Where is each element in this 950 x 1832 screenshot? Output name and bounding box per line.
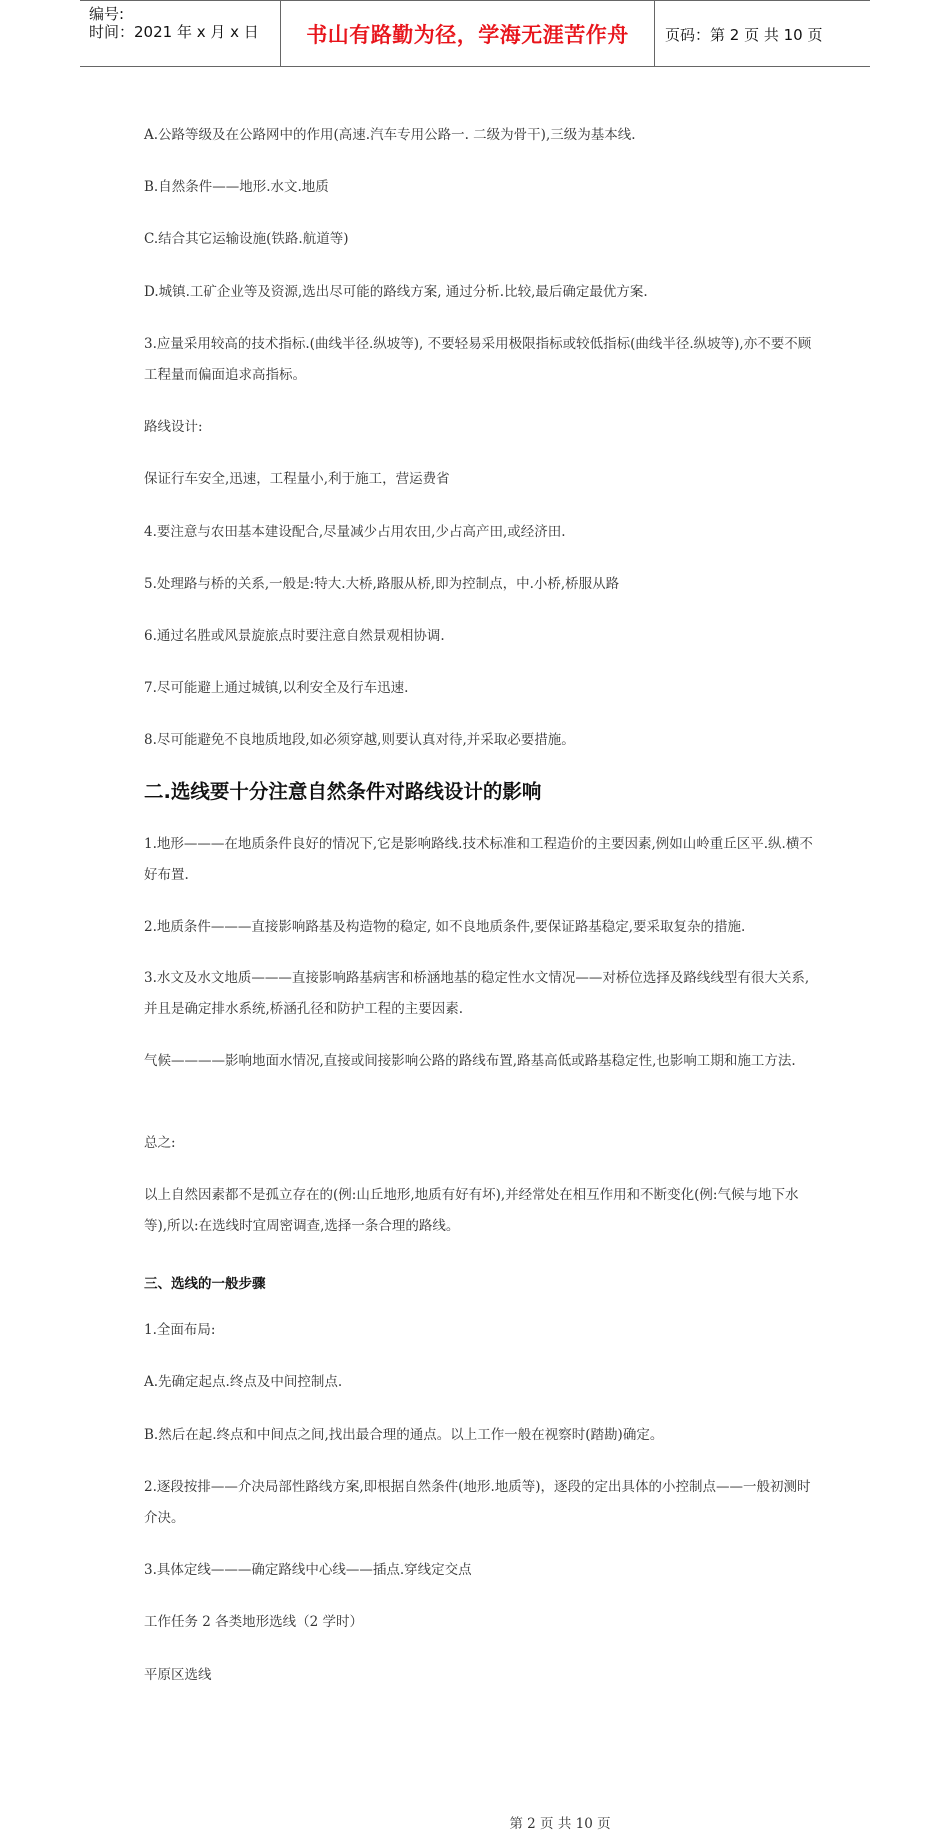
page-header — [80, 0, 870, 67]
paragraph: 6.通过名胜或风景旋旅点时要注意自然景观相协调. — [144, 628, 445, 644]
paragraph: 3.具体定线———确定路线中心线——插点.穿线定交点 — [144, 1562, 472, 1578]
paragraph: C.结合其它运输设施(铁路.航道等) — [144, 231, 349, 247]
paragraph: 以上自然因素都不是孤立存在的(例:山丘地形,地质有好有坏),并经常处在相互作用和不断变化(例:气候与地下水等),所以:在选线时宜周密调查,选择一条合理的路线。 — [144, 1187, 799, 1234]
header-time-label: 时间：2021 年 x 月 x 日 — [89, 23, 259, 41]
header-page-label: 页码：第 2 页 共 10 页 — [665, 25, 823, 44]
paragraph: 保证行车安全,迅速，工程量小,利于施工，营运费省 — [144, 471, 450, 487]
paragraph: 气候————影响地面水情况,直接或间接影响公路的路线布置,路基高低或路基稳定性,也影响工期和施工方法. — [144, 1053, 796, 1069]
header-meta — [80, 1, 280, 67]
paragraph: 8.尽可能避免不良地质地段,如必须穿越,则要认真对待,并采取必要措施。 — [144, 732, 575, 748]
header-page-cell — [655, 1, 870, 67]
paragraph: 1.地形———在地质条件良好的情况下,它是影响路线.技术标准和工程造价的主要因素,例如山岭重丘区平.纵.横不好布置. — [144, 836, 813, 883]
section-heading: 二.选线要十分注意自然条件对路线设计的影响 — [144, 780, 542, 803]
paragraph: 7.尽可能避上通过城镇,以利安全及行车迅速. — [144, 680, 409, 696]
header-number-label: 编号: — [89, 5, 125, 23]
paragraph: 3.应量采用较高的技术指标.(曲线半径.纵坡等), 不要轻易采用极限指标或较低指标(曲线半径.纵坡等),亦不要不顾工程量而偏面追求高指标。 — [144, 336, 812, 383]
paragraph: A.先确定起点.终点及中间控制点. — [144, 1374, 343, 1390]
paragraph: 2.地质条件———直接影响路基及构造物的稳定, 如不良地质条件,要保证路基稳定,要采取复杂的措施. — [144, 919, 746, 935]
paragraph: 3.水文及水文地质———直接影响路基病害和桥涵地基的稳定性水文情况——对桥位选择及路线线型有很大关系,并且是确定排水系统,桥涵孔径和防护工程的主要因素. — [144, 970, 810, 1017]
subsection-heading: 三、选线的一般步骤 — [144, 1276, 266, 1292]
header-motto-cell — [280, 1, 655, 67]
page-footer: 第 2 页 共 10 页 — [509, 1816, 611, 1832]
paragraph: B.自然条件——地形.水文.地质 — [144, 179, 329, 195]
paragraph: 工作任务 2 各类地形选线（2 学时） — [144, 1614, 364, 1630]
paragraph: 总之: — [144, 1135, 176, 1151]
paragraph: D.城镇.工矿企业等及资源,选出尽可能的路线方案, 通过分析.比较,最后确定最优方案. — [144, 284, 648, 300]
paragraph: B.然后在起.终点和中间点之间,找出最合理的通点。以上工作一般在视察时(踏勘)确定。 — [144, 1427, 664, 1443]
paragraph: 2.逐段按排——介决局部性路线方案,即根据自然条件(地形.地质等)，逐段的定出具体的小控制点——一般初测时介决。 — [144, 1479, 811, 1526]
paragraph: 4.要注意与农田基本建设配合,尽量减少占用农田,少占高产田,或经济田. — [144, 524, 566, 540]
paragraph: 1.全面布局: — [144, 1322, 216, 1338]
paragraph: A.公路等级及在公路网中的作用(高速.汽车专用公路一. 二级为骨干),三级为基本线. — [144, 127, 636, 143]
paragraph: 路线设计: — [144, 419, 203, 435]
header-motto: 书山有路勤为径，学海无涯苦作舟 — [306, 23, 629, 47]
paragraph: 平原区选线 — [144, 1667, 212, 1683]
paragraph: 5.处理路与桥的关系,一般是:特大.大桥,路服从桥,即为控制点，中.小桥,桥服从路 — [144, 576, 620, 592]
